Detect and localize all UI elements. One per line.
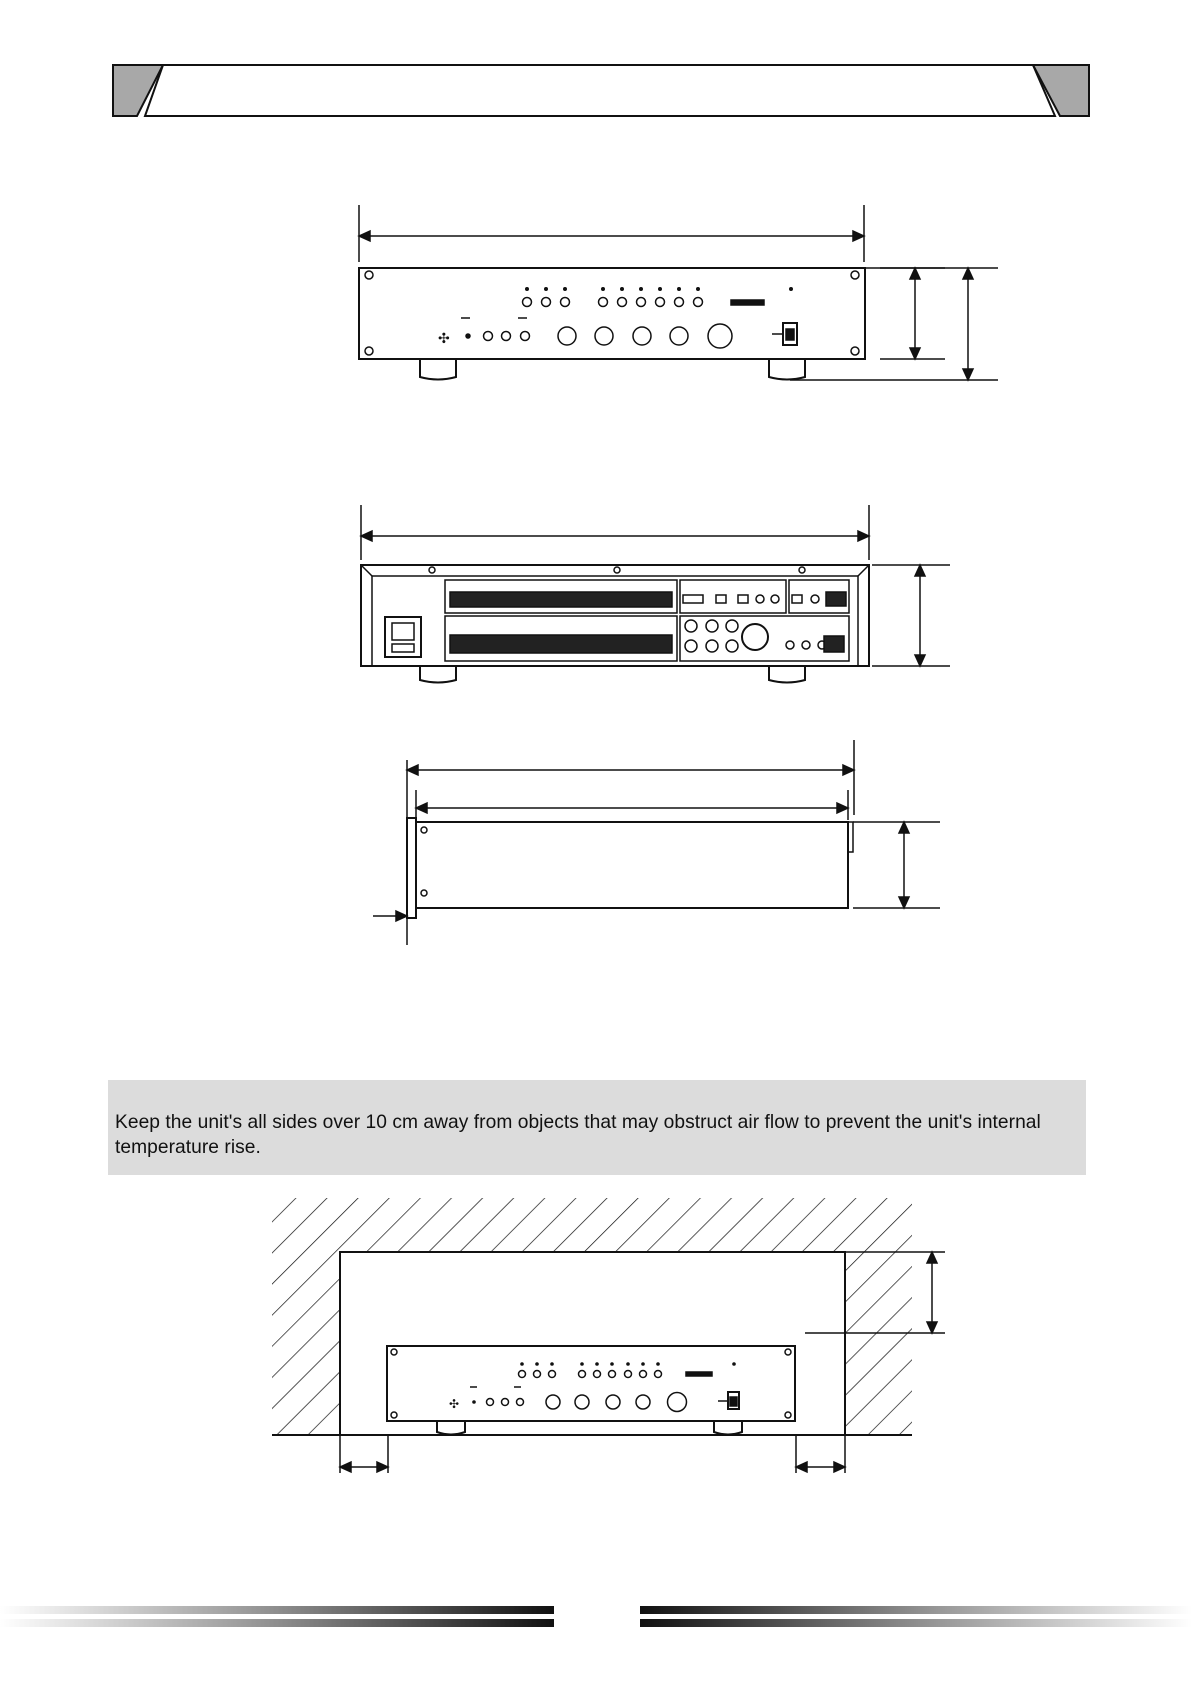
svg-text:✣: ✣ (449, 1397, 460, 1411)
ventilation-notice-text: Keep the unit's all sides over 10 cm away from objects that may obstruct air flow to prevent the unit's internal temperature rise. (115, 1112, 1041, 1158)
svg-text:✣: ✣ (438, 331, 450, 347)
